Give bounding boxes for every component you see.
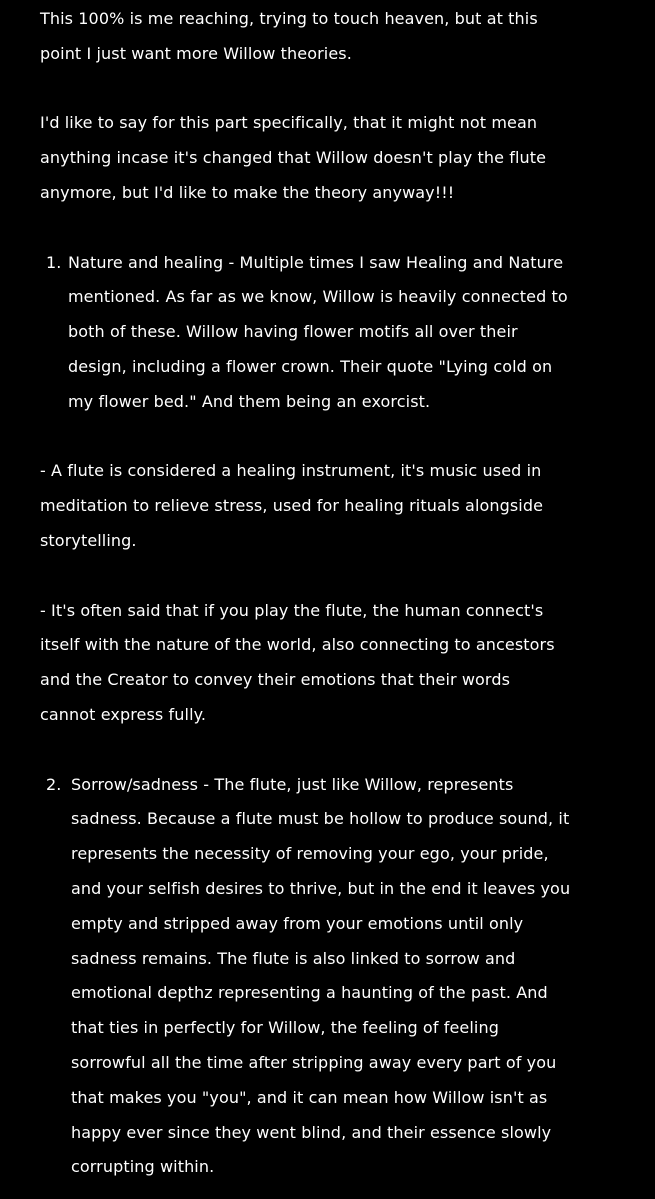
text-line: that ties in perfectly for Willow, the feeling of feeling [71, 1018, 499, 1038]
paragraph-gap [40, 211, 615, 246]
text-line: and the Creator to convey their emotions that their words [40, 670, 511, 690]
paragraph-gap [40, 559, 615, 594]
text-line: Sorrow/sadness - The flute, just like Willow, represents [71, 774, 514, 794]
text-line: my flower bed." And them being an exorcist. [68, 391, 431, 411]
text-line: sadness remains. The flute is also linked to sorrow and [71, 948, 516, 968]
text-line: represents the necessity of removing your ego, your pride, [71, 844, 549, 864]
text-line: Nature and healing - Multiple times I saw Healing and Nature [68, 252, 564, 272]
paragraph-gap [40, 420, 615, 455]
text-line: sorrowful all the time after stripping away every part of you [71, 1052, 557, 1072]
text-line: both of these. Willow having flower motifs all over their [68, 322, 518, 342]
text-line: sadness. Because a flute must be hollow to produce sound, it [71, 809, 570, 829]
paragraph-gap [40, 733, 615, 768]
text-line: itself with the nature of the world, also connecting to ancestors [40, 635, 555, 655]
list-number: 2. [46, 774, 62, 794]
text-line: mentioned. As far as we know, Willow is heavily connected to [68, 287, 568, 307]
text-line: emotional depthz representing a haunting of the past. And [71, 983, 548, 1003]
text-line: happy ever since they went blind, and their essence slowly [71, 1122, 552, 1142]
text-line: point I just want more Willow theories. [40, 43, 352, 63]
text-line: - A flute is considered a healing instrument, it's music used in [40, 461, 542, 481]
text-line: design, including a flower crown. Their quote "Lying cold on [68, 356, 553, 376]
text-line: empty and stripped away from your emotions until only [71, 913, 524, 933]
text-line: meditation to relieve stress, used for healing rituals alongside [40, 496, 544, 516]
list-item-nature-healing [40, 246, 615, 420]
list-item-text [71, 768, 615, 1186]
text-line: This 100% is me reaching, trying to touch heaven, but at this [40, 9, 538, 28]
text-line: storytelling. [40, 530, 137, 550]
intro-paragraph [40, 2, 615, 72]
text-line: and your selfish desires to thrive, but in the end it leaves you [71, 878, 571, 898]
text-line: - It's often said that if you play the flute, the human connect's [40, 600, 544, 620]
text-line: cannot express fully. [40, 704, 207, 724]
text-line: anymore, but I'd like to make the theory anyway!!! [40, 182, 455, 202]
text-line: I'd like to say for this part specifically, that it might not mean [40, 113, 538, 133]
paragraph-gap [40, 72, 615, 107]
text-line: that makes you "you", and it can mean how Willow isn't as [71, 1087, 548, 1107]
list-item-text [68, 246, 615, 420]
list-item-sorrow-sadness [40, 768, 615, 1186]
healing-note-paragraph [40, 454, 615, 558]
nature-note-paragraph [40, 594, 615, 733]
disclaimer-paragraph [40, 106, 615, 210]
list-number: 1. [46, 252, 62, 272]
text-line: anything incase it's changed that Willow doesn't play the flute [40, 148, 547, 168]
text-line: corrupting within. [71, 1157, 215, 1177]
